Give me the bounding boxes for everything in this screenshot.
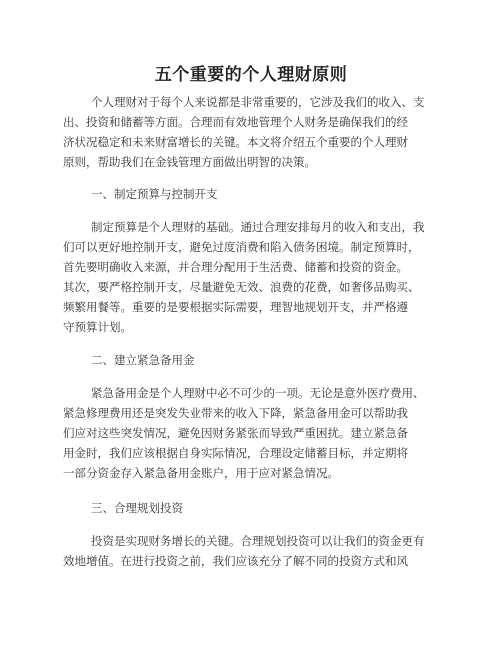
- section1-line-1: 制定预算是个人理财的基础。通过合理安排每月的收入和支出，我: [91, 220, 425, 234]
- section1-line-4: 其次，要严格控制开支，尽量避免无效、浪费的花费，如奢侈品购买、: [63, 280, 420, 294]
- section1-line-6: 守预算计划。: [63, 320, 132, 334]
- section1-line-5: 频繁用餐等。重要的是要根据实际需要，理智地规划开支，并严格遵: [63, 300, 408, 314]
- section-heading-2: 二、建立紧急备用金: [91, 353, 195, 367]
- intro-line-2: 出、投资和储蓄等方面。合理而有效地管理个人财务是确保我们的经: [63, 115, 408, 129]
- document-title: 五个重要的个人理财原则: [154, 65, 348, 85]
- intro-line-3: 济状况稳定和未来财富增长的关键。本文将介绍五个重要的个人理财: [63, 135, 408, 149]
- section-heading-3: 三、合理规划投资: [91, 501, 183, 515]
- section2-line-5: 一部分资金存入紧急备用金账户，用于应对紧急情况。: [63, 466, 339, 480]
- section2-line-2: 紧急修理费用还是突发失业带来的收入下降，紧急备用金可以帮助我: [63, 406, 408, 420]
- section1-line-3: 首先要明确收入来源，并合理分配用于生活费、储蓄和投资的资金。: [63, 260, 408, 274]
- section1-line-2: 们可以更好地控制开支，避免过度消费和陷入债务困境。制定预算时，: [63, 240, 420, 254]
- section-heading-1: 一、制定预算与控制开支: [91, 187, 218, 201]
- intro-line-1: 个人理财对于每个人来说都是非常重要的，它涉及我们的收入、支: [91, 95, 425, 109]
- section2-line-3: 们应对这些突发情况，避免因财务紧张而导致严重困扰。建立紧急备: [63, 426, 408, 440]
- section2-line-1: 紧急备用金是个人理财中必不可少的一项。无论是意外医疗费用、: [91, 386, 425, 400]
- section3-line-1: 投资是实现财务增长的关键。合理规划投资可以让我们的资金更有: [91, 534, 425, 548]
- section3-line-2: 效地增值。在进行投资之前，我们应该充分了解不同的投资方式和风: [63, 554, 408, 568]
- intro-line-4: 原则，帮助我们在金钱管理方面做出明智的决策。: [63, 155, 316, 169]
- section2-line-4: 用金时，我们应该根据自身实际情况，合理设定储蓄目标，并定期将: [63, 446, 408, 460]
